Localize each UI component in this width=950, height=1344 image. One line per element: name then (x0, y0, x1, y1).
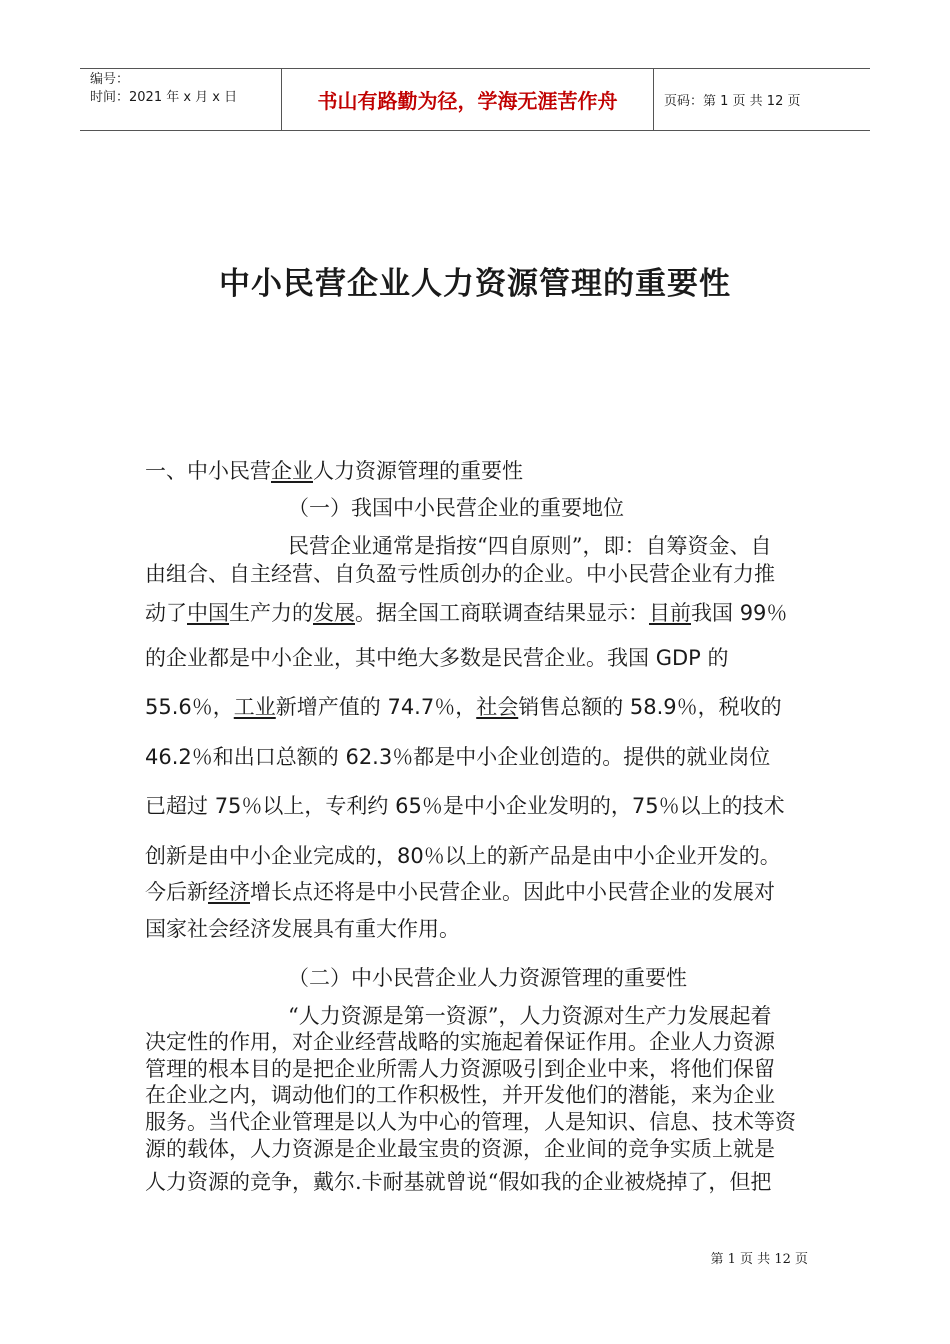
paragraph-line: 由组合、自主经营、自负盈亏性质创办的企业。中小民营企业有力推 (145, 562, 775, 586)
link-industry[interactable]: 工业 (233, 695, 276, 719)
paragraph-line: 民营企业通常是指按“四自原则”，即：自筹资金、自 (288, 534, 772, 558)
paragraph-line: “人力资源是第一资源”，人力资源对生产力发展起着 (288, 1004, 772, 1028)
paragraph-line: 动了中国生产力的发展。据全国工商联调查结果显示：目前我国 99％ (145, 601, 788, 625)
header-meta (80, 69, 282, 130)
section-heading: 一、中小民营企业人力资源管理的重要性 (145, 459, 523, 483)
paragraph-line: 已超过 75％以上，专利约 65％是中小企业发明的，75％以上的技术 (145, 794, 785, 818)
link-economy[interactable]: 经济 (208, 880, 250, 904)
header-motto: 书山有路勤为径，学海无涯苦作舟 (282, 69, 654, 130)
link-society[interactable]: 社会 (476, 695, 519, 719)
link-currently[interactable]: 目前 (649, 601, 691, 625)
paragraph-line: 源的载体，人力资源是企业最宝贵的资源，企业间的竞争实质上就是 (145, 1137, 775, 1161)
paragraph-line: 服务。当代企业管理是以人为中心的管理，人是知识、信息、技术等资 (145, 1110, 796, 1134)
paragraph-line: 今后新经济增长点还将是中小民营企业。因此中小民营企业的发展对 (145, 880, 775, 904)
document-date: 时间：2021 年 x 月 x 日 (90, 90, 238, 105)
paragraph-line: 的企业都是中小企业，其中绝大多数是民营企业。我国 GDP 的 (145, 646, 729, 670)
link-development[interactable]: 发展 (313, 601, 355, 625)
paragraph-line: 在企业之内，调动他们的工作积极性，并开发他们的潜能，来为企业 (145, 1083, 775, 1107)
page-footer: 第 1 页 共 12 页 (710, 1252, 808, 1267)
page-header (80, 68, 870, 131)
link-china[interactable]: 中国 (187, 601, 229, 625)
paragraph-line: 创新是由中小企业完成的，80％以上的新产品是由中小企业开发的。 (145, 844, 781, 868)
paragraph-line: 55.6％，工业新增产值的 74.7％，社会销售总额的 58.9％，税收的 (145, 695, 782, 719)
paragraph-line: 国家社会经济发展具有重大作用。 (145, 917, 460, 941)
paragraph-line: 管理的根本目的是把企业所需人力资源吸引到企业中来，将他们保留 (145, 1057, 775, 1081)
paragraph-line: 46.2％和出口总额的 62.3％都是中小企业创造的。提供的就业岗位 (145, 745, 771, 769)
subsection-heading-2: （二）中小民营企业人力资源管理的重要性 (288, 966, 687, 990)
link-enterprise[interactable]: 企业 (271, 459, 313, 483)
document-title: 中小民营企业人力资源管理的重要性 (219, 266, 731, 302)
paragraph-line: 决定性的作用，对企业经营战略的实施起着保证作用。企业人力资源 (145, 1030, 775, 1054)
subsection-heading-1: （一）我国中小民营企业的重要地位 (288, 496, 624, 520)
document-number: 编号： (90, 72, 130, 87)
header-page-info: 页码：第 1 页 共 12 页 (664, 94, 801, 109)
paragraph-line: 人力资源的竞争，戴尔.卡耐基就曾说“假如我的企业被烧掉了，但把 (145, 1170, 772, 1194)
